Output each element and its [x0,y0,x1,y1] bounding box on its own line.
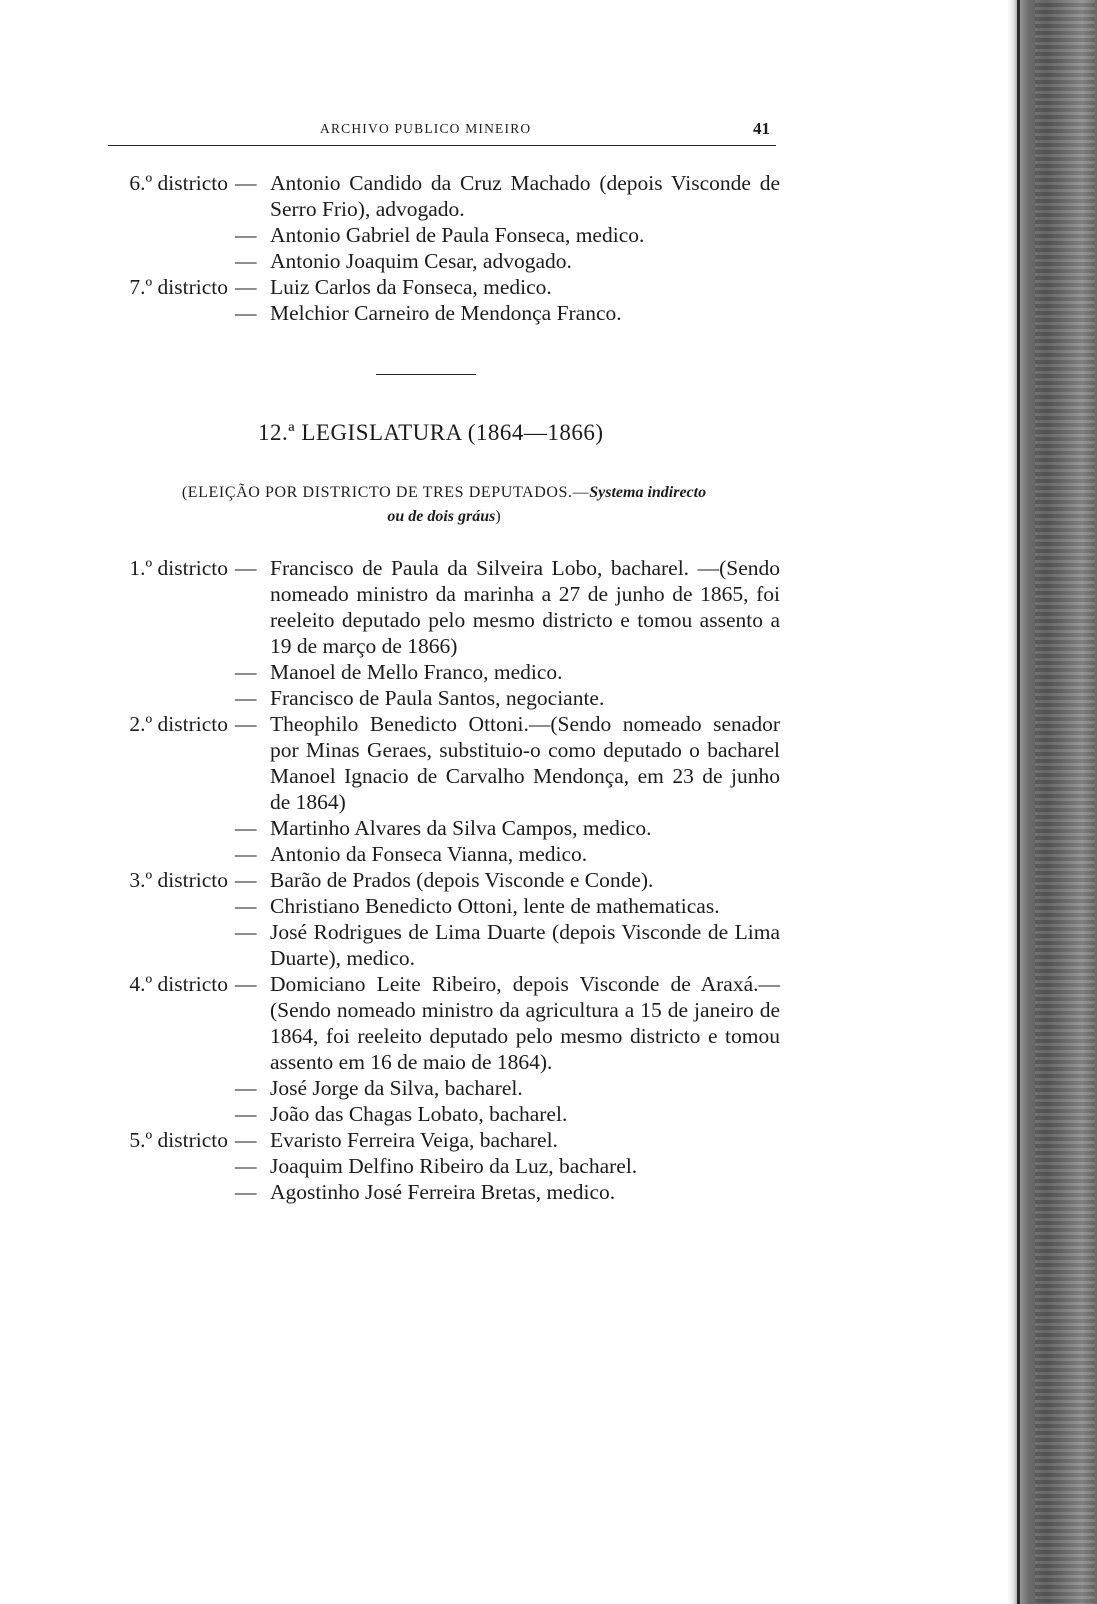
list-item [100,1101,780,1127]
entry-dash: — [235,842,257,866]
list-item [100,555,780,659]
deputies-list-12th-legislature [100,555,780,1205]
entry-dash: — [235,1102,257,1126]
deputy-text: José Rodrigues de Lima Duarte (depois Visconde de Lima Duarte), medico. [270,920,780,970]
district-label: 6.º districto [129,171,228,195]
entry-dash: — [235,171,257,195]
page-header [108,121,776,146]
deputy-text: Barão de Prados (depois Visconde e Conde). [270,868,654,892]
deputy-text: Manoel de Mello Franco, medico. [270,660,563,684]
list-item [100,1075,780,1101]
list-item [100,711,780,815]
district-label: 4.º districto [129,972,228,996]
district-label: 7.º districto [129,275,228,299]
list-item [100,248,780,274]
entry-dash: — [235,301,257,325]
deputy-text: João das Chagas Lobato, bacharel. [270,1102,568,1126]
election-note-line-1 [108,481,780,505]
deputy-text: Christiano Benedicto Ottoni, lente de mathematicas. [270,894,720,918]
list-item [100,971,780,1075]
list-item [100,1179,780,1205]
list-item [100,1127,780,1153]
entry-dash: — [235,868,257,892]
deputy-text: Antonio Joaquim Cesar, advogado. [270,249,572,273]
entry-dash: — [235,249,257,273]
deputy-text: Martinho Alvares da Silva Campos, medico. [270,816,652,840]
running-title: ARCHIVO PUBLICO MINEIRO [320,121,532,136]
entry-dash: — [235,275,257,299]
list-item [100,867,780,893]
entry-dash: — [235,1154,257,1178]
deputy-text: Melchior Carneiro de Mendonça Franco. [270,301,622,325]
election-note-italic-2: ou de dois gráus [387,508,496,525]
entry-dash: — [235,223,257,247]
entry-dash: — [235,556,257,580]
district-label: 1.º districto [129,556,228,580]
list-item [100,815,780,841]
legislature-heading: 12.ª LEGISLATURA (1864—1866) [258,420,604,445]
deputy-text: José Jorge da Silva, bacharel. [270,1076,523,1100]
list-item [100,300,780,326]
list-item [100,222,780,248]
entry-dash: — [235,972,257,996]
deputy-text: Joaquim Delfino Ribeiro da Luz, bacharel. [270,1154,638,1178]
entry-dash: — [235,1076,257,1100]
district-label: 2.º districto [129,712,228,736]
deputy-text: Agostinho José Ferreira Bretas, medico. [270,1180,616,1204]
deputy-text: Theophilo Benedicto Ottoni.—(Sendo nomeado senador por Minas Geraes, substituio-o como deputado o bacharel Manoel Ignacio de Carvalho Mendonça, em 23 de junho de 1864) [270,712,780,814]
page-number: 41 [753,119,770,138]
deputy-text: Luiz Carlos da Fonseca, medico. [270,275,552,299]
deputy-text: Antonio Candido da Cruz Machado (depois Visconde de Serro Frio), advogado. [270,171,780,221]
district-label: 5.º districto [129,1128,228,1152]
book-binding-edge [1007,0,1097,1604]
list-item [100,893,780,919]
list-item [100,1153,780,1179]
deputy-text: Antonio Gabriel de Paula Fonseca, medico. [270,223,645,247]
deputy-text: Antonio da Fonseca Vianna, medico. [270,842,588,866]
deputies-list-previous-legislature [100,170,780,326]
entry-dash: — [235,1128,257,1152]
election-note-line-2 [387,508,500,525]
entry-dash: — [235,894,257,918]
deputy-text: Domiciano Leite Ribeiro, depois Visconde de Araxá.—(Sendo nomeado ministro da agricultura a 15 de janeiro de 1864, foi reeleito deputado pelo mesmo districto e tomou assento em 16 de maio de 1864). [270,972,780,1074]
deputy-text: Francisco de Paula Santos, negociante. [270,686,605,710]
entry-dash: — [235,1180,257,1204]
list-item [100,919,780,971]
entry-dash: — [235,816,257,840]
list-item [100,841,780,867]
list-item [100,170,780,222]
district-label: 3.º districto [129,868,228,892]
entry-dash: — [235,660,257,684]
deputy-text: Francisco de Paula da Silveira Lobo, bacharel. —(Sendo nomeado ministro da marinha a 27 de junho de 1865, foi reeleito deputado pelo mesmo districto e tomou assento a 19 de março de 1866) [270,556,780,658]
list-item [100,659,780,685]
election-note-italic-1: Systema indirecto [589,484,707,501]
entry-dash: — [235,920,257,944]
deputy-text: Evaristo Ferreira Veiga, bacharel. [270,1128,558,1152]
election-note-suffix: ) [495,508,501,525]
list-item [100,685,780,711]
section-divider [376,374,476,375]
entry-dash: — [235,686,257,710]
list-item [100,274,780,300]
election-note-prefix: (ELEIÇÃO POR DISTRICTO DE TRES DEPUTADOS.— [181,484,590,501]
election-system-note [108,481,780,529]
entry-dash: — [235,712,257,736]
